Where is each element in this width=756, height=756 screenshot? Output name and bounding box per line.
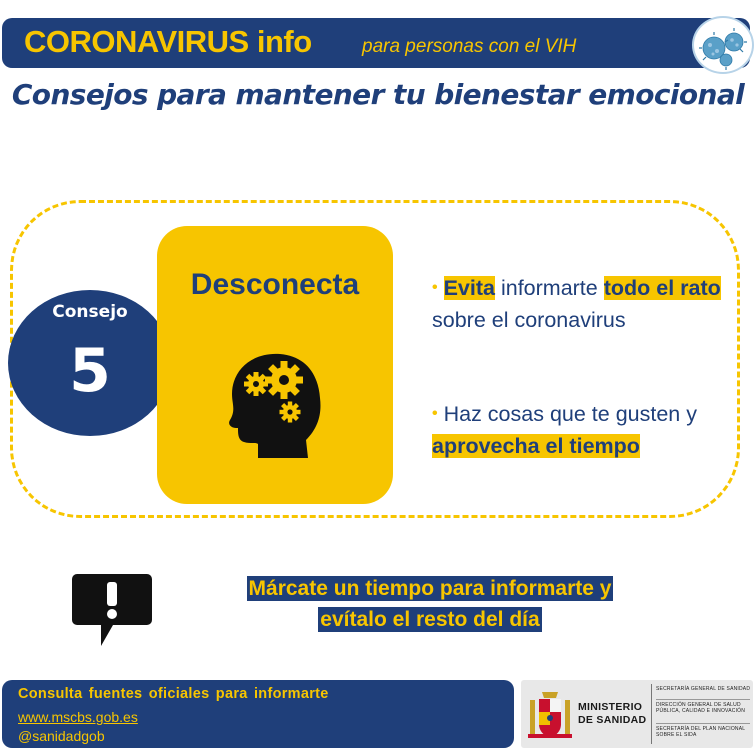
department-2: DIRECCIÓN GENERAL DE SALUD PÚBLICA, CALIDAD E INNOVACIÓN xyxy=(656,702,746,714)
bullet-dot: • xyxy=(432,279,438,296)
bullet-dot: • xyxy=(432,405,438,422)
tip-number: 5 xyxy=(69,336,111,406)
tip-label: Consejo xyxy=(52,302,128,322)
tip-title: Desconecta xyxy=(190,268,360,301)
head-gears-icon xyxy=(222,348,326,458)
ministry-name-line-1: MINISTERIO xyxy=(578,701,643,713)
bullet-2-part-1: Haz cosas que te gusten y xyxy=(443,402,697,426)
tip-note-line-1: Márcate un tiempo para informarte y xyxy=(248,577,612,600)
exclamation-speech-icon xyxy=(71,572,153,648)
tip-note xyxy=(180,573,680,635)
ministry-name-line-2: DE SANIDAD xyxy=(578,714,647,726)
bullet-1-part-1: Evita xyxy=(443,276,495,300)
coronavirus-icon xyxy=(692,16,754,74)
coat-of-arms-icon xyxy=(528,686,572,742)
tip-bullet-2 xyxy=(432,398,732,462)
tip-bullet-1 xyxy=(432,272,732,336)
footer-website-link[interactable]: www.mscbs.gob.es xyxy=(18,709,138,725)
bullet-1-part-4: sobre el coronavirus xyxy=(432,308,626,332)
department-rule xyxy=(656,723,750,724)
department-rule xyxy=(656,699,750,700)
ministry-name xyxy=(578,701,646,727)
bullet-2-part-2: aprovecha el tiempo xyxy=(432,434,640,458)
footer-heading: Consulta fuentes oficiales para informarte xyxy=(18,686,329,702)
brand-subtitle: para personas con el VIH xyxy=(362,36,577,57)
department-1: SECRETARÍA GENERAL DE SANIDAD xyxy=(656,686,751,692)
brand-title: CORONAVIRUS info xyxy=(24,24,312,59)
tip-note-line-2: evítalo el resto del día xyxy=(320,608,540,631)
bullet-1-part-2: informarte xyxy=(494,276,604,300)
bullet-1-part-3: todo el rato xyxy=(603,276,721,300)
department-3: SECRETARÍA DEL PLAN NACIONAL SOBRE EL SIDA xyxy=(656,726,746,738)
page-heading: Consejos para mantener tu bienestar emocional xyxy=(11,78,745,111)
ministry-divider xyxy=(651,684,652,744)
footer-social-handle[interactable]: @sanidadgob xyxy=(18,728,105,744)
